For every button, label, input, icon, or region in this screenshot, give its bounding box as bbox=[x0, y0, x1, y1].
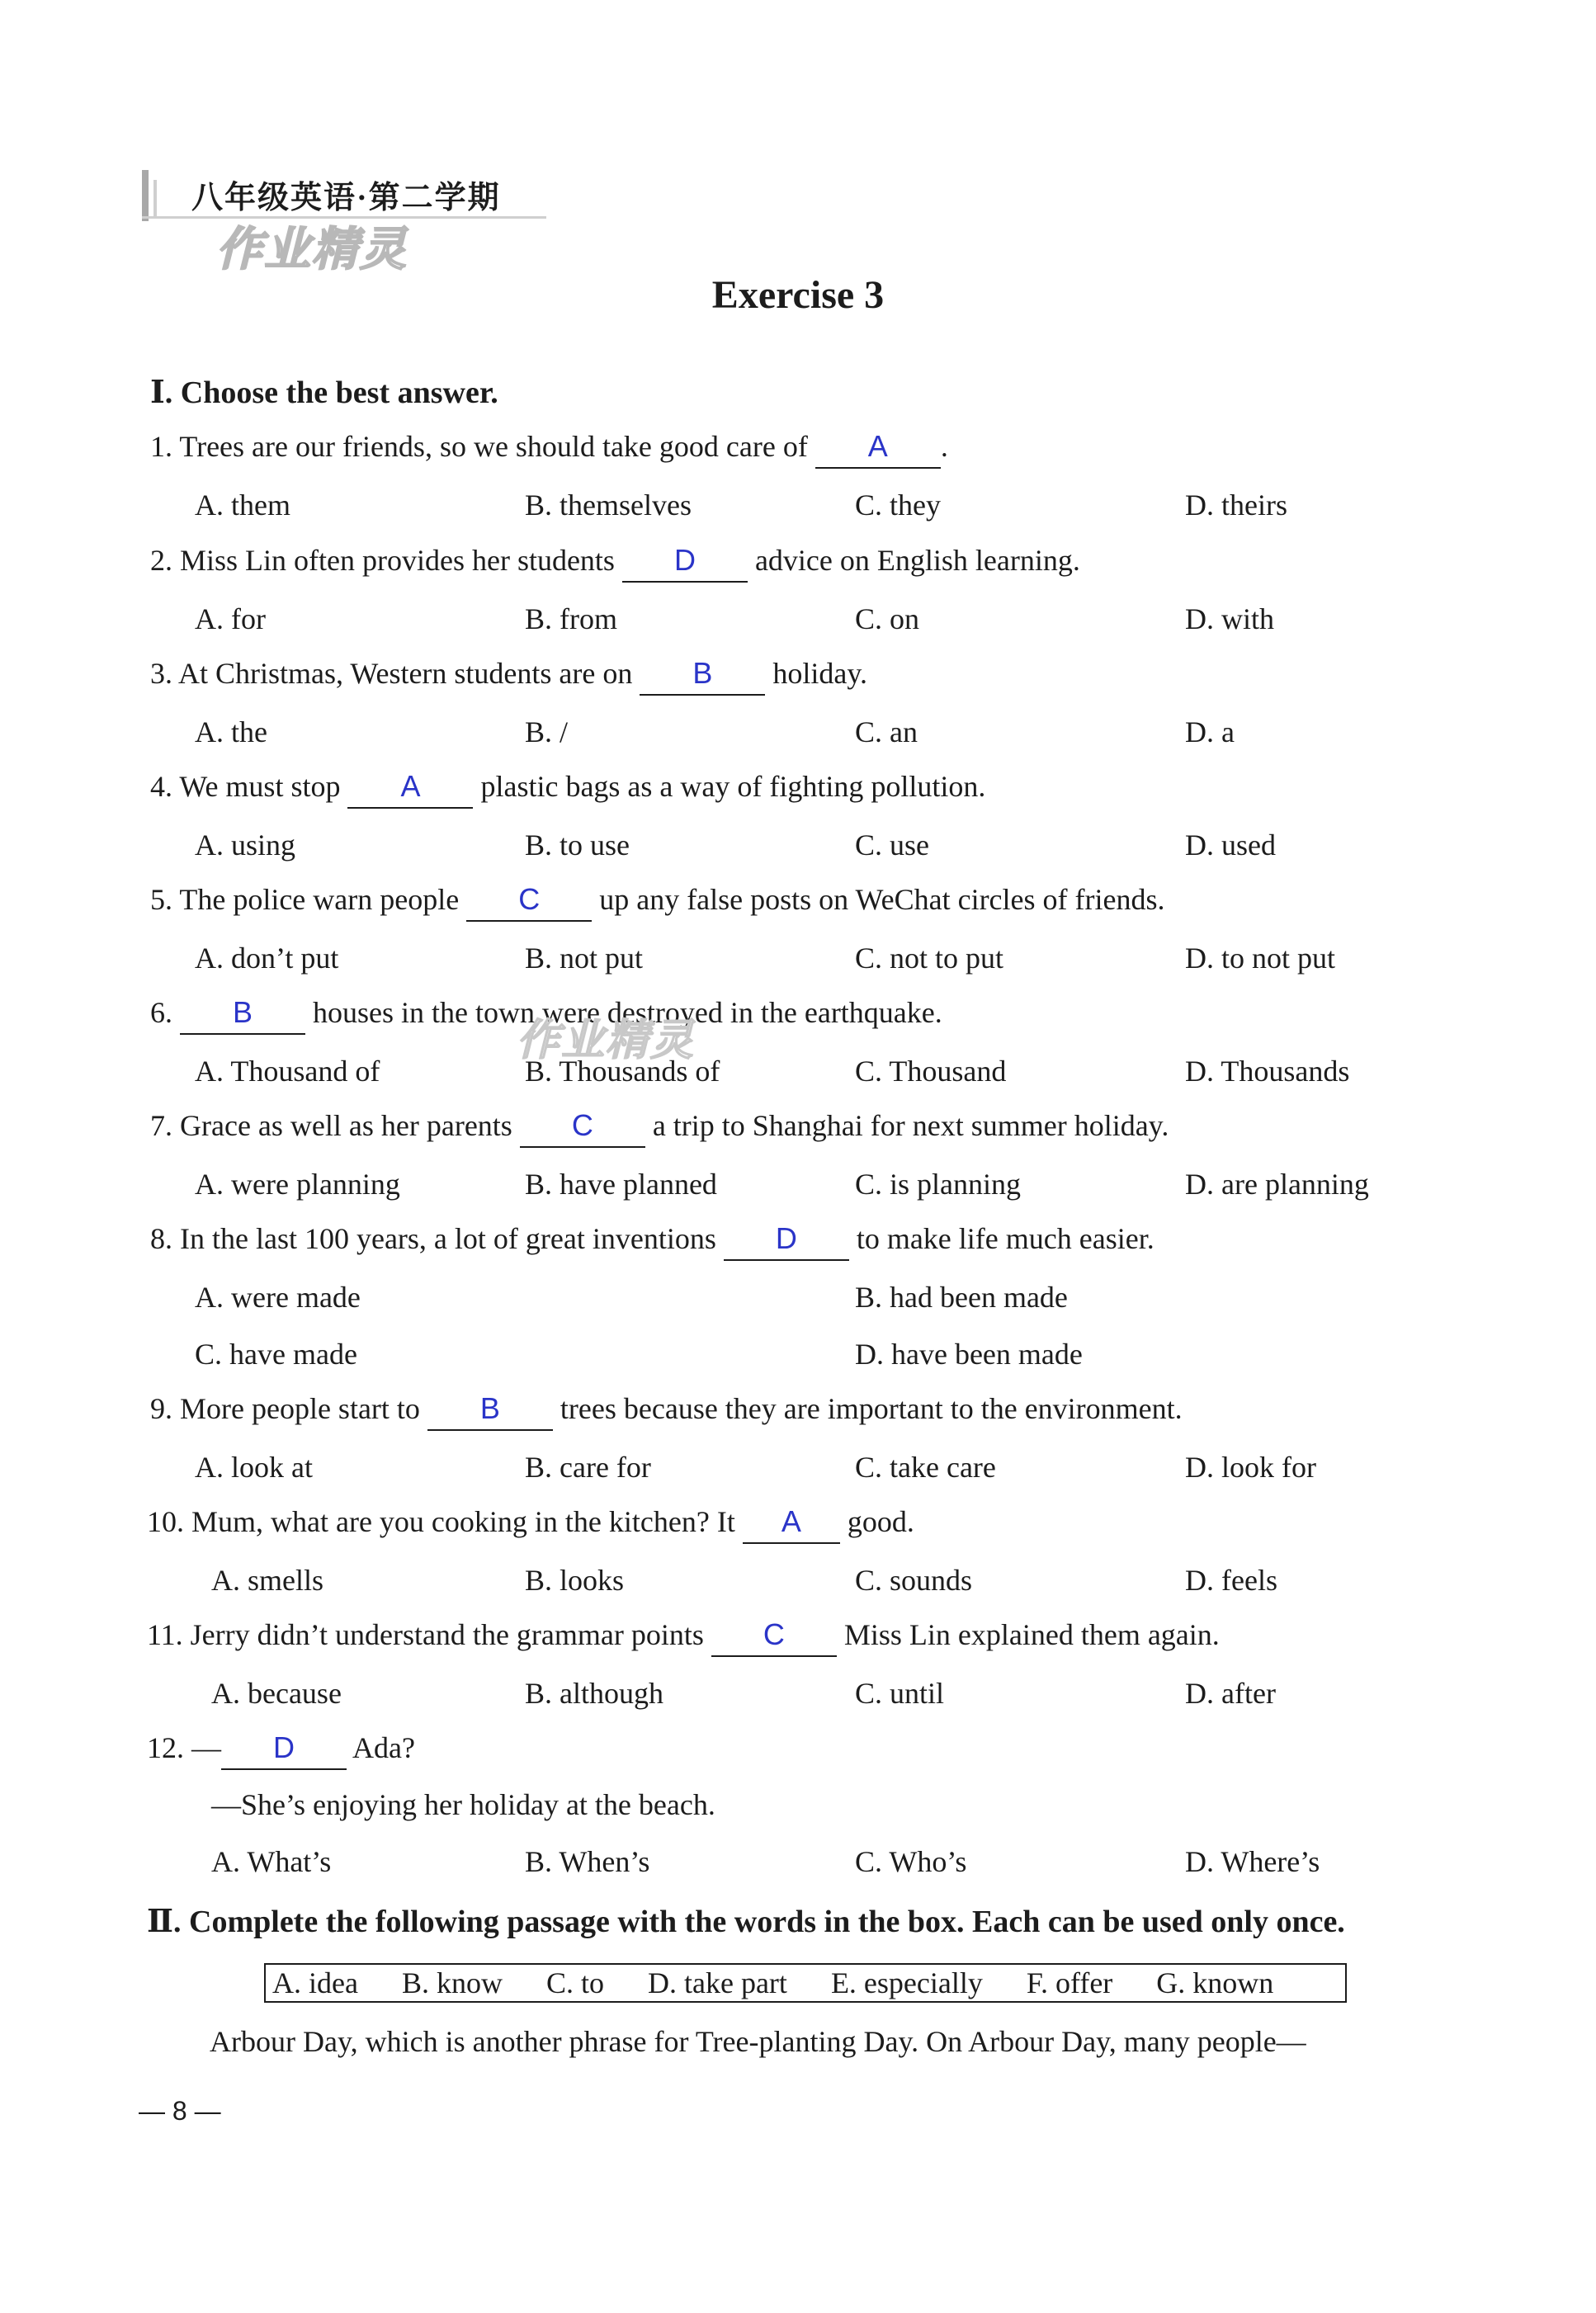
answer-blank bbox=[622, 543, 748, 583]
answer: D bbox=[673, 543, 696, 577]
question-7: 7. Grace as well as her parents C a trip to Shanghai for next summer holiday. bbox=[150, 1108, 1169, 1148]
answer-blank bbox=[520, 1108, 645, 1148]
option: C. on bbox=[855, 602, 920, 635]
answer: A bbox=[781, 1504, 801, 1538]
word-option: D. take part bbox=[648, 1966, 787, 1999]
option: C. take care bbox=[855, 1451, 996, 1484]
option: A. smells bbox=[211, 1564, 324, 1597]
option: B. Thousands of bbox=[525, 1055, 720, 1088]
answer: B bbox=[232, 995, 253, 1029]
answer: B bbox=[692, 656, 713, 690]
header-bar bbox=[142, 170, 149, 221]
option: C. sounds bbox=[855, 1564, 973, 1597]
word-box bbox=[264, 1963, 1347, 2003]
option: A. because bbox=[211, 1677, 342, 1710]
option: D. used bbox=[1185, 828, 1276, 861]
option: C. use bbox=[855, 828, 929, 861]
option: B. When’s bbox=[525, 1845, 650, 1878]
question-10: 10. Mum, what are you cooking in the kitchen? It A good. bbox=[147, 1504, 914, 1544]
option: D. theirs bbox=[1185, 489, 1287, 522]
option: D. with bbox=[1185, 602, 1274, 635]
option: B. themselves bbox=[525, 489, 692, 522]
question-12: 12. — D Ada? bbox=[147, 1730, 415, 1770]
option: C. have made bbox=[195, 1338, 357, 1371]
logo: 作业精灵 bbox=[216, 224, 408, 276]
option: D. look for bbox=[1185, 1451, 1316, 1484]
word-option: G. known bbox=[1156, 1966, 1274, 1999]
option: D. Where’s bbox=[1185, 1845, 1320, 1878]
answer: A bbox=[867, 429, 888, 463]
option: A. look at bbox=[195, 1451, 313, 1484]
option: A. What’s bbox=[211, 1845, 332, 1878]
option: B. looks bbox=[525, 1564, 625, 1597]
answer: B bbox=[479, 1391, 500, 1425]
word-option: F. offer bbox=[1026, 1966, 1113, 1999]
answer-blank bbox=[640, 656, 765, 696]
section-1-heading: Ⅰ. Choose the best answer. bbox=[150, 375, 498, 410]
option: A. them bbox=[195, 489, 290, 522]
option: C. is planning bbox=[855, 1168, 1022, 1201]
option: B. although bbox=[525, 1677, 663, 1710]
option: B. / bbox=[525, 715, 569, 748]
answer-blank bbox=[743, 1504, 840, 1544]
answer: D bbox=[775, 1221, 797, 1255]
option: A. were made bbox=[195, 1281, 361, 1314]
option: D. are planning bbox=[1185, 1168, 1369, 1201]
option: A. the bbox=[195, 715, 267, 748]
book-title: 八年级英语·第二学期 bbox=[191, 181, 501, 215]
question-12-reply: —She’s enjoying her holiday at the beach. bbox=[211, 1788, 715, 1821]
answer-blank bbox=[427, 1391, 553, 1431]
option: C. Who’s bbox=[855, 1845, 967, 1878]
answer: C bbox=[571, 1108, 593, 1142]
option: C. Thousand bbox=[855, 1055, 1007, 1088]
option: A. Thousand of bbox=[195, 1055, 380, 1088]
header-bar-thin bbox=[153, 180, 157, 218]
option: A. for bbox=[195, 602, 266, 635]
option: D. have been made bbox=[855, 1338, 1083, 1371]
option: C. they bbox=[855, 489, 941, 522]
question-2: 2. Miss Lin often provides her students D advice on English learning. bbox=[150, 543, 1080, 583]
question-9: 9. More people start to B trees because they are important to the environment. bbox=[150, 1391, 1183, 1431]
option: D. feels bbox=[1185, 1564, 1277, 1597]
page-number: — 8 — bbox=[139, 2096, 221, 2126]
option: B. from bbox=[525, 602, 617, 635]
watermark: 作业精灵 bbox=[517, 1017, 696, 1064]
question-11: 11. Jerry didn’t understand the grammar points C Miss Lin explained them again. bbox=[147, 1617, 1220, 1657]
answer-blank bbox=[815, 429, 941, 469]
answer-blank bbox=[221, 1730, 347, 1770]
word-option: B. know bbox=[401, 1966, 503, 1999]
answer-blank bbox=[347, 769, 473, 809]
question-4: 4. We must stop A plastic bags as a way of fighting pollution. bbox=[150, 769, 985, 809]
answer-blank bbox=[180, 995, 305, 1035]
option: D. after bbox=[1185, 1677, 1276, 1710]
answer: C bbox=[763, 1617, 785, 1651]
option: B. not put bbox=[525, 942, 644, 975]
answer-blank bbox=[711, 1617, 837, 1657]
option: A. don’t put bbox=[195, 942, 339, 975]
option: A. were planning bbox=[195, 1168, 400, 1201]
answer-blank bbox=[466, 882, 592, 922]
option: B. have planned bbox=[525, 1168, 717, 1201]
option: D. a bbox=[1185, 715, 1235, 748]
option: B. to use bbox=[525, 828, 630, 861]
passage-text: Arbour Day, which is another phrase for Tree-planting Day. On Arbour Day, many people— bbox=[210, 2025, 1306, 2058]
word-option: A. idea bbox=[272, 1966, 358, 1999]
option: D. to not put bbox=[1185, 942, 1336, 975]
option: D. Thousands bbox=[1185, 1055, 1350, 1088]
exercise-title: Exercise 3 bbox=[711, 273, 885, 317]
option: B. had been made bbox=[855, 1281, 1068, 1314]
option: B. care for bbox=[525, 1451, 651, 1484]
option: A. using bbox=[195, 828, 296, 861]
question-5: 5. The police warn people C up any false posts on WeChat circles of friends. bbox=[150, 882, 1164, 922]
word-option: C. to bbox=[545, 1966, 604, 1999]
question-8: 8. In the last 100 years, a lot of great inventions D to make life much easier. bbox=[150, 1221, 1155, 1261]
word-option: E. especially bbox=[830, 1966, 983, 1999]
answer-blank bbox=[724, 1221, 849, 1261]
section-2-heading: Ⅱ. Complete the following passage with the words in the box. Each can be used only once. bbox=[147, 1905, 1345, 1939]
option: C. not to put bbox=[855, 942, 1004, 975]
option: C. an bbox=[855, 715, 918, 748]
answer: C bbox=[518, 882, 541, 916]
answer: A bbox=[400, 769, 421, 803]
question-6: 6. B houses in the town were destroyed in the earthquake. bbox=[150, 995, 942, 1035]
question-1: 1. Trees are our friends, so we should take good care of A . bbox=[150, 429, 948, 469]
option: C. until bbox=[855, 1677, 945, 1710]
question-3: 3. At Christmas, Western students are on B holiday. bbox=[150, 656, 867, 696]
answer: D bbox=[273, 1730, 295, 1764]
